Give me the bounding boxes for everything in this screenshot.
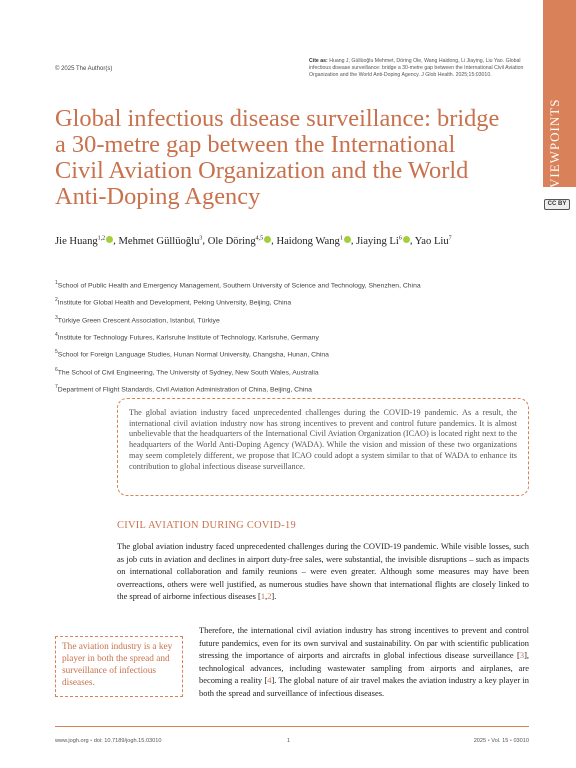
journal-link[interactable]: www.jogh.org	[55, 738, 89, 744]
orcid-icon[interactable]	[344, 236, 351, 243]
affiliations	[55, 276, 525, 398]
author: Jiaying Li$^6$	[356, 236, 410, 247]
affiliation-item: $^2$Institute for Global Health and Development, Peking University, Beijing, China	[55, 297, 292, 307]
footer-journal: www.jogh.org • doi: 10.7189/jogh.15.03010	[55, 738, 162, 744]
page-number: 1	[287, 738, 291, 744]
orcid-icon[interactable]	[264, 236, 271, 243]
orcid-icon[interactable]	[403, 236, 410, 243]
author: Jie Huang$^{1,2}$	[55, 236, 113, 247]
section-sidebar	[543, 0, 576, 187]
pull-quote: The aviation industry is a key player in both the spread and surveillance of infectious diseases.	[55, 636, 183, 697]
citation-label: Cite as:	[309, 58, 328, 64]
citation-link[interactable]: 3	[519, 650, 525, 661]
footer-divider	[55, 726, 529, 727]
body-paragraph: The global aviation industry faced unprecedented challenges during the COVID-19 pandemic. While visible losses, such as job cuts in aviation and declines in airport duty-free sales, were substantial, the invisible disruptions – such as impacts on international collaboration and family reunions – were even greater. Although some measures may have been overreactions, others were well justified, as numerous studies have shown that international flights are closely linked to the spread of airborne infectious diseases [1,2].	[117, 541, 529, 602]
affiliation-item: $^5$School for Foreign Language Studies, Hunan Normal University, Changsha, Hunan, China	[55, 349, 329, 359]
section-label: VIEWPOINTS	[547, 98, 562, 188]
citation-link[interactable]: 2	[267, 591, 272, 602]
citation	[309, 58, 529, 79]
orcid-icon[interactable]	[106, 236, 113, 243]
footer-volume: 2025 • Vol. 15 • 03010	[473, 738, 529, 744]
doi-link[interactable]: doi: 10.7189/jogh.15.03010	[93, 738, 162, 744]
cc-license-icon[interactable]: CC BY	[544, 199, 570, 210]
body-paragraph: Therefore, the international civil aviation industry has strong incentives to prevent and control future pandemics, even for its own survival and sustainability. On par with scientific publication stressing the importance of airports and aircrafts in global infectious disease surveillance [3], technological advances, including wastewater sampling from airports and airplanes, are becoming a reality [4]. The global nature of air travel makes the aviation industry a key player in both the spread and surveillance of infectious diseases.	[199, 625, 529, 698]
copyright: © 2025 The Author(s)	[55, 66, 113, 72]
article-title: Global infectious disease surveillance: bridge a 30-metre gap between the International Civil Aviation Organization and the World Anti-Doping Agency	[55, 105, 500, 210]
affiliation-item: $^6$The School of Civil Engineering, The University of Sydney, New South Wales, Australia	[55, 366, 319, 377]
citation-text: Huang J, Güllüoğlu Mehmet, Döring Ole, Wang Haidong, Li Jiaying, Liu Yao. Global infectious disease surveillance: bridge a 30-metre gap between the International Civil Aviation Organization and the World Anti-Doping Agency. J Glob Health. 2025;15:03010.	[309, 58, 524, 78]
author: Yao Liu$^7$	[414, 235, 452, 247]
citation-link[interactable]: 4	[267, 675, 272, 686]
author: Haidong Wang$^1$	[276, 236, 350, 247]
citation-link[interactable]: 1	[260, 591, 266, 602]
author: Mehmet Güllüoğlu$^3$	[118, 235, 203, 247]
section-heading: CIVIL AVIATION DURING COVID-19	[117, 520, 296, 531]
affiliation-item: $^4$Institute for Technology Futures, Karlsruhe Institute of Technology, Karlsruhe, Germany	[55, 332, 319, 342]
abstract-box: The global aviation industry faced unprecedented challenges during the COVID-19 pandemic. As a result, the international civil aviation industry now has strong incentives to prevent and control future pandemics. It is almost unbelievable that the headquarters of the International Civil Aviation Organization (ICAO) is located right next to the headquarters of the World Anti-Doping Agency (WADA). While the vision and mission of these two organizations may seem completely different, we propose that ICAO could adopt a system similar to that of WADA to enhance its contribution to global infectious disease surveillance.	[117, 398, 529, 496]
affiliation-item: $^7$Department of Flight Standards, Civil Aviation Administration of China, Beijing, China	[55, 384, 312, 394]
author-list: Jie Huang$^{1,2}$ , Mehmet Güllüoğlu$^3$, Ole Döring$^{4,5}$ , Haidong Wang$^1$ , Jiaying Li$^6$ , Yao Liu$^7$	[55, 235, 452, 247]
author: Ole Döring$^{4,5}$	[208, 236, 271, 247]
affiliation-item: $^1$School of Public Health and Emergency Management, Southern University of Science and Technology, Shenzhen, China	[55, 280, 421, 290]
affiliation-item: $^3$Türkiye Green Crescent Association, Istanbul, Türkiye	[55, 314, 220, 324]
